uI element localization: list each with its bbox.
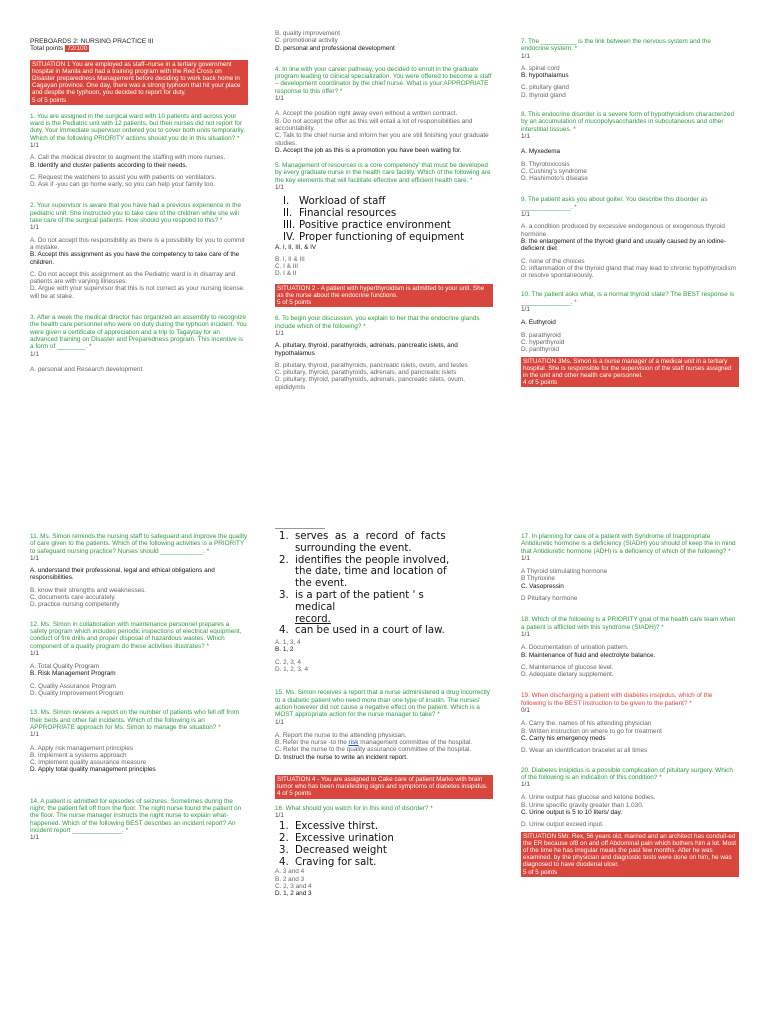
situation-points: 5 of 5 points <box>523 868 558 876</box>
selected-option[interactable]: D. Apply total quality management principles <box>30 766 156 774</box>
image-top-border <box>275 528 325 529</box>
question-6: 6. To begin your discussion, you explain to her that the endocrine glands include which of the following? * <box>275 315 480 330</box>
situation-points: 5 of 5 points <box>277 299 312 307</box>
score: 1/1 <box>521 630 530 638</box>
selected-option[interactable]: D. Instruct the nurse to write an incident report. <box>275 753 408 761</box>
list-item: IV. Proper functioning of equipment <box>283 231 465 243</box>
situation-points: 4 of 5 points <box>277 790 312 798</box>
option[interactable]: D. Hashimoto's disease <box>521 175 588 183</box>
option[interactable]: A. personal and Research development <box>30 365 143 373</box>
score: 1/1 <box>30 224 39 232</box>
list-item: 1. serves as a record of facts surrounding the event. <box>279 531 449 554</box>
list-item: II. Financial resources <box>283 208 397 220</box>
option[interactable]: C. documents care accurately. <box>30 594 116 602</box>
option[interactable]: A Thyroid stimulating hormone <box>521 568 608 576</box>
question-20: 20. Diabetes insipidus is a possible complication of pituitary surgery. Which of the following is an indication of this condition? * <box>521 766 733 781</box>
option[interactable]: A. spinal cord <box>521 64 560 72</box>
score: 1/1 <box>521 306 530 314</box>
question-10: 10. The patient asks what, is a normal thyroid state? The BEST response is ______________. * <box>521 291 735 306</box>
option[interactable]: C. Refer the nurse to the quality assurance committee of the hospital. <box>275 746 472 754</box>
score: 1/1 <box>275 811 284 819</box>
score: 1/1 <box>275 718 284 726</box>
option[interactable]: C. pituitary gland <box>521 84 569 92</box>
option[interactable]: C. hyperthyroid <box>521 338 565 346</box>
option[interactable]: D. I & II <box>275 270 297 278</box>
option[interactable]: D. practice nursing competently <box>30 601 120 609</box>
selected-option[interactable]: A. Euthyroid <box>521 319 556 327</box>
question-7: 7. The __________ is the link between the nervous system and the endocrine system. * <box>521 38 711 53</box>
option[interactable]: D. Wear an identification bracelet at all times <box>521 747 648 755</box>
list-item: 3. Decreased weight <box>279 844 387 856</box>
option[interactable]: D. Adequate dietary supplement. <box>521 671 614 679</box>
option[interactable]: C. 2, 3 and 4 <box>275 883 312 891</box>
option[interactable]: C. Do not accept this assignment as the Pediatric ward is in disarray and patients are with varying illnesses. <box>30 270 236 286</box>
option[interactable]: B. I, II & III <box>275 255 305 263</box>
situation-points: 4 of 5 points <box>523 379 558 387</box>
option[interactable]: A. Call the medical director to augment the staffing with more nurses. <box>30 154 226 162</box>
option[interactable]: D. Argue with your supervisor that this is not correct as your nursing license. will be at stake. <box>30 285 245 300</box>
situation-3-banner: SITUATION 3Ms. Simon is a nurse manager of a medical unit in a tertiary hospital. She is responsible for the supervision of the staff nurses assigned in the unit and other health care personnel. 4 of 5 points <box>521 357 739 388</box>
column-2 <box>275 30 493 391</box>
selected-option[interactable]: A. pituitary, thyroid, parathyroids, adrenals, pancreatic islets, and hypothalamus <box>275 342 458 357</box>
option[interactable]: C. none of the choices <box>521 257 585 265</box>
question-14: 14. A patient is admitted for episodes of seizures. Sometimes during the night, the patient fell off from the floor. The night nurse found the patient on the floor. The nurse manager instructs the night nurse to explain what- happened. Which of the following BEST describes an incident report? An incident report ______________. * <box>30 797 242 834</box>
option[interactable]: B. parathyroid <box>521 331 561 339</box>
option[interactable]: A. 1, 3, 4 <box>275 639 301 647</box>
selected-option[interactable]: C. Urine output is 5 to 10 liters/ day. <box>521 809 623 817</box>
option[interactable]: A. Do not accept this responsibility as there is a possibility for you to commit a mistake. <box>30 236 245 251</box>
option[interactable]: A. Carry the. names of his attending physician <box>521 720 652 728</box>
option[interactable]: D. pituitary, thyroid, parathyroids, adrenals, pancreatic islets, ovum, epididymis <box>275 376 465 391</box>
column-4 <box>30 533 248 847</box>
question-4: 4. In line with your career pathway, you decided to enroll in the graduate program leading to clinical specialization. You were offered to become a staff – development coordinator by the chief nurse. What is your APPROPRIATE response to this offer? * <box>275 65 492 95</box>
option[interactable]: D. Quality Improvement Program <box>30 690 124 698</box>
total-points: Total points 72/100 <box>30 45 88 53</box>
selected-option[interactable]: B. Identify and cluster patients according to their needs. <box>30 161 188 169</box>
score: 1/1 <box>521 52 530 60</box>
score: 0/1 <box>521 707 530 715</box>
question-8: 8. This endocrine disorder is a severe form of hypothyroidism characterized by an accumulation of mucopolysaccharides in subcutaneous and other interstitial tissues. * <box>521 111 735 133</box>
selected-option[interactable]: B. the enlargement of the thyroid gland and usually caused by an iodine-deficient diet <box>521 237 726 253</box>
list-item: 2. Excessive urination <box>279 833 394 845</box>
selected-option[interactable]: C. Vasopressin <box>521 582 564 590</box>
list-item: I. Workload of staff <box>283 196 386 208</box>
option[interactable]: B. Urine specific gravity greater than 1.030. <box>521 801 644 809</box>
option[interactable]: A. 3 and 4 <box>275 868 305 876</box>
option[interactable]: D. inflammation of the thyroid gland that may lead to chronic hypothyroidism or resolve spontaneously. <box>521 264 736 280</box>
selected-option[interactable]: B. Risk Management Program <box>30 670 116 678</box>
question-9: 9. The patient asks you about goiter. You describe this disorder as ______________. * <box>521 196 708 211</box>
situation-2-banner: SITUATION 2 - A patient with hyperthyroidism is admitted to your unit. She as the nurse about the endocrine functions. 5 of 5 points <box>275 284 493 308</box>
question-5-image-list <box>283 196 493 243</box>
score: 1/1 <box>275 95 284 103</box>
total-score-badge: 72/100 <box>67 45 88 53</box>
option[interactable]: C. Implement quality assurance measure <box>30 759 147 767</box>
option[interactable]: A. Total Quality Program <box>30 663 100 671</box>
option[interactable]: B. Thyrotoxicosis <box>521 160 570 168</box>
question-16: 16. What should you watch for in this kind of disorder? * <box>275 804 433 812</box>
question-19: 19. When discharging a patient with diabetes insipidus, which of the following is the BEST instruction to be given to the patient? * <box>521 692 713 707</box>
score: 1/1 <box>275 329 284 337</box>
option[interactable]: C. 2, 3, 4 <box>275 658 301 666</box>
question-14-image-list <box>279 531 465 637</box>
situation-1-banner: SITUATION 1 You are employed as staff–nurse in a tertiary government hospital in Manila and had a training program with the Red Cross on Disaster preparedness Management before deciding to work back home in Cagayan province. One day, there was a strong typhoon that hit your place and despite the typhoon, you decided to report for duty. 5 of 5 points <box>30 60 248 105</box>
score: 1/1 <box>275 184 284 192</box>
option[interactable]: B. pituitary, thyroid, parathyroids, pancreatic islets, ovum, and testes <box>275 361 468 369</box>
situation-5-banner: SITUATION 5Mr. Rex, 56 years old, married and an architect has conduit-ed the ER because of8 on and off Abdominal pain which bothers him a lot. Most of the time he has irregular meals the past few months. After he was examined. by the physician and diagnostic tests were done on him, he was diagnosed to have duodenal ulcer. 5 of 5 points <box>521 832 739 877</box>
list-item: 2. identifies the people involved, the date, time and location of the event. <box>279 554 450 590</box>
score: 1/1 <box>521 132 530 140</box>
selected-option[interactable]: B. Maintenance of fluid and electrolyte balance. <box>521 651 656 659</box>
selected-option[interactable]: B. 1, 2 <box>275 646 294 654</box>
selected-option[interactable]: A. I, II, III, & IV <box>275 243 317 251</box>
column-5 <box>275 528 493 898</box>
selected-option[interactable]: D. Accept the job as this is a promotion you have been waiting for. <box>275 146 462 154</box>
option[interactable]: A. Urine output has glucose and ketone bodies. <box>521 794 656 802</box>
option[interactable]: B Thyroxine <box>521 575 555 583</box>
option[interactable]: B. know their strengths and weaknesses. <box>30 586 147 594</box>
score: 1/1 <box>521 211 530 219</box>
score: 1/1 <box>30 350 39 358</box>
option[interactable]: B. Refer the nurse -to the risk management committee of the hospital. <box>275 739 473 747</box>
question-3: 3. After a week the medical director has organized an assembly to recognize the health care personnel who were on duty during the typhoon incident. You were given a certificate of appreciation and a trip to Tagaytay for an advanced training on Disaster and Preparedness program. This incentive is a form of ________. * <box>30 314 247 351</box>
option[interactable]: C. pituitary, thyroid, parathyroids, adrenals, and pancreatic islets <box>275 369 457 377</box>
option[interactable]: B. Written instruction on where to go for treatment <box>521 727 662 735</box>
situation-points: 5 of 5 points <box>32 96 67 104</box>
option[interactable]: D. thyroid gland <box>521 91 566 99</box>
question-13: 13. Ms. Simon reviews a report on the number of patients who fell off from their beds and other fall incidents. Which of the following is an APPROPRIATE approach for Ms. Simon to manage the situation? * <box>30 709 240 731</box>
option[interactable]: C. Talk to the chief nurse and inform her you are still finishing your graduate studies. <box>275 132 489 147</box>
option[interactable]: A. Accept the position right away even without a written contract. <box>275 110 458 118</box>
option[interactable]: A. Report the nurse to the attending physician. <box>275 731 407 739</box>
question-11: 11. Ms. Simon reminds the nursing staff to safeguard and improve the quality of care given to the patients. Which of the following activities is a PRIORITY to safeguard nursing practice? Nurses should ____________. * <box>30 533 248 555</box>
list-item: 4. Craving for salt. <box>279 856 377 868</box>
list-item: 3. is a part of the patient ' s medical record. <box>279 589 424 625</box>
question-18: 18. Which of the following is a PRIORITY goal of the health care team when a patient is afflicted with this syndrome (SIADH)? * <box>521 616 736 631</box>
question-15: 15. Ms. Simon receives a report that a nurse administered a drug incorrectly to a diabetic patient who need more than one type of insulin. The nurses' action however did not cause a negative effect on the patient. Which is a MOST appropriate action for the nurse manager to take? * <box>275 689 490 719</box>
column-3 <box>521 38 739 393</box>
list-item: 4. can be used in a court of law. <box>279 625 445 637</box>
risk-link[interactable]: risk <box>348 739 359 747</box>
situation-4-banner: SITUATION 4 - You are assigned to Cake care of patient Marko with brain tumor who has been manifesting signs and symptoms of diabetes insipidus. 4 of 5 points <box>275 775 493 799</box>
selected-option[interactable]: B. Accept this assignment as you have the competency to take care of the children. <box>30 251 240 266</box>
score: 1/1 <box>30 649 39 657</box>
option[interactable]: D. Urine output exceed input. <box>521 821 604 829</box>
column-6 <box>521 533 739 883</box>
score: 1/1 <box>30 554 39 562</box>
question-2: 2. Your supervisor is aware that you have had a previous experience in the pediatric unit. She instructed you to take care of the children while she will take care of the surgical patients. How should you respond to this? * <box>30 202 242 225</box>
option[interactable]: A. a condition produced by excessive endogenous or exogenous thyroid hormone <box>521 223 725 238</box>
option[interactable]: C. promotional activity <box>275 37 338 45</box>
option[interactable]: C. Maintenance of glucose level. <box>521 663 614 671</box>
option[interactable]: D Pituitary hormone <box>521 595 578 603</box>
option[interactable]: D. 1, 2, 3, 4 <box>275 666 309 674</box>
selected-option[interactable]: D. 1, 2 and 3 <box>275 890 312 898</box>
option[interactable]: B. 2 and 3 <box>275 875 305 883</box>
question-5: 5. Management of resources is a core competency' that must be developed by every graduate nurse in the health care facility. Which of the following are the key elements that will facilitate effective and efficient health care. * <box>275 162 491 184</box>
selected-option[interactable]: A. Myxedema <box>521 148 561 156</box>
column-1 <box>30 38 248 373</box>
score: 1/1 <box>30 834 39 842</box>
option[interactable]: A. Apply risk management principles <box>30 744 134 752</box>
score: 1/1 <box>30 731 39 739</box>
question-1: 1. You are assigned in the surgical ward with 10 patients and across your ward is the Pediatric unit with 12 patients, but their nurses did not report for duty. Your immediate supervisor ordered you to cover both units temporarily. Which of the following PRIORITY actions should you do in this situation? * <box>30 112 246 142</box>
option[interactable]: C. I & III <box>275 263 299 271</box>
question-17: 17. In planning for care of a patient with Syndrome of Inappropriate Antidiuretic hormone is a deficiency (SIADH) you should of keep the in mind that Antidiuretic hormone (ADH) is a deficiency of which of the following? * <box>521 533 736 555</box>
option[interactable]: D. Ask if -you can go home early, so you can help your family too. <box>30 181 215 189</box>
list-item: III. Positive practice environment <box>283 219 451 231</box>
selected-option[interactable]: C. Carry his emergency meds <box>521 734 606 742</box>
option[interactable]: B. quality improvement <box>275 30 340 37</box>
option[interactable]: D. panthyroid <box>521 346 560 354</box>
option[interactable]: B. Implement a systems approach <box>30 751 127 759</box>
score: 1/1 <box>521 554 530 562</box>
selected-option[interactable]: B. hypothalamus <box>521 72 569 80</box>
quiz-title: PREBOARDS 2: NURSING PRACTICE III <box>30 38 154 45</box>
score: 1/1 <box>521 781 530 789</box>
option[interactable]: B. Do not accept the offer as this will entail a lot of responsibilities and accountability. <box>275 117 473 132</box>
selected-option[interactable]: D. personal and professional development <box>275 44 395 52</box>
option[interactable]: A. Documentation of urination pattern. <box>521 644 629 652</box>
question-12: 12. Ms. Simon in collaboration with maintenance personnel prepares a safety program which includes periodic inspections of electrical equipment, conduct of fire drills and proper disposal of hazardous wastes. Which component of a quality program do these activities illustrates? * <box>30 620 242 650</box>
option[interactable]: C. Cushing's syndrome <box>521 167 587 175</box>
option[interactable]: C. Request the watchers to assist you with patients on ventilators. <box>30 173 217 181</box>
selected-option[interactable]: A. understand their professional, legal and ethical obligations and responsibilities. <box>30 567 215 582</box>
list-item: 1. Excessive thirst. <box>279 821 379 833</box>
option[interactable]: C. Quality Assurance Program <box>30 682 116 690</box>
score: 1/1 <box>30 142 39 149</box>
question-16-image-list <box>279 821 493 868</box>
